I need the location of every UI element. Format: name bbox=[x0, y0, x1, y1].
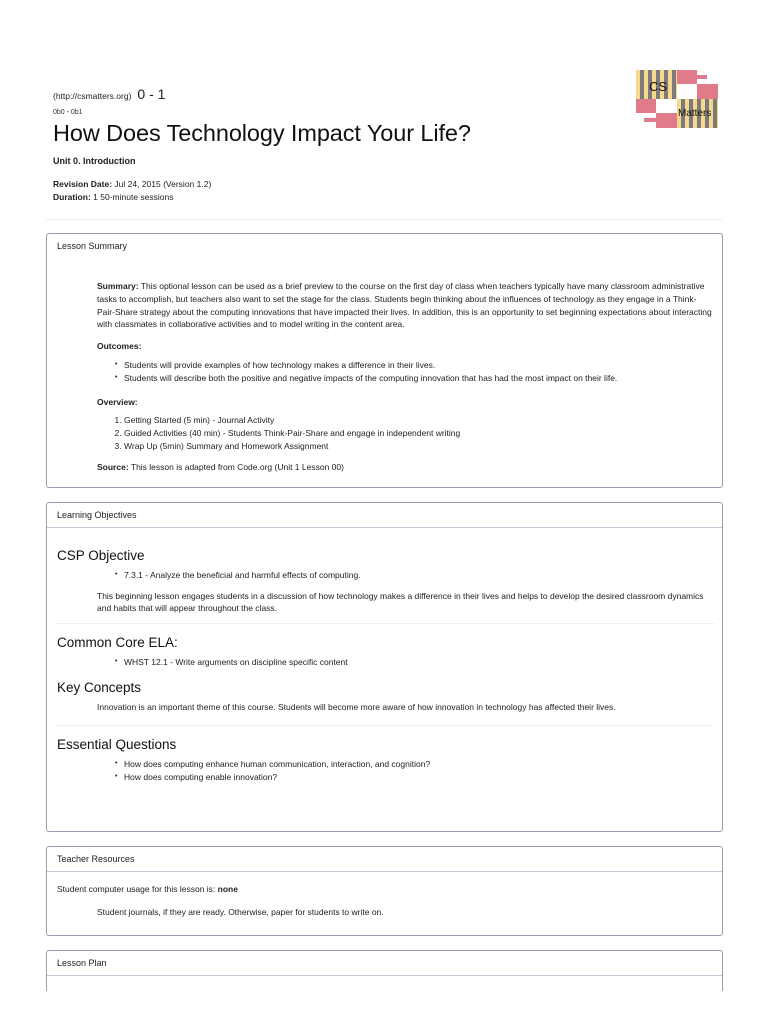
summary-label: Summary: bbox=[97, 281, 139, 291]
materials-text: Student journals, if they are ready. Otherwise, paper for students to write on. bbox=[97, 906, 384, 917]
page-title: How Does Technology Impact Your Life? bbox=[53, 120, 471, 146]
computer-usage-value: none bbox=[217, 884, 238, 894]
list-item: • How does computing enhance human communication, interaction, and cognition? bbox=[124, 758, 712, 771]
learning-objectives-panel bbox=[46, 502, 723, 832]
overview-label: Overview: bbox=[97, 396, 138, 407]
common-core-list bbox=[57, 656, 712, 669]
revision-value: Jul 24, 2015 (Version 1.2) bbox=[114, 179, 212, 189]
site-link[interactable]: (http://csmatters.org) bbox=[53, 91, 132, 101]
list-item: • WHST 12.1 - Write arguments on discipline specific content bbox=[124, 656, 712, 669]
summary-text: This optional lesson can be used as a brief preview to the course on the first day of class when teachers typically have many classroom administrative tasks to accomplish, but teachers also want to set the stage for the class. Students begin thinking about the influences of technology as they engage in a Think-Pair-Share strategy about the computing innovations that have impacted their lives. In addition, this is an opportunity to set beginning expectations about interacting with classmates in collaborative activities and to model writing in the content area. bbox=[97, 281, 712, 330]
learning-objectives-heading: Learning Objectives bbox=[47, 503, 722, 528]
unit-label: Unit 0. Introduction bbox=[53, 156, 136, 166]
url-line bbox=[53, 86, 723, 102]
key-concepts-heading: Key Concepts bbox=[57, 679, 142, 695]
teacher-resources-body bbox=[47, 872, 722, 919]
overview-list bbox=[97, 414, 712, 452]
csp-objective-text: This beginning lesson engages students in a discussion of how technology makes a difference in their lives and helps to develop the desired classroom dynamics and habits that will appear throughout the class. bbox=[97, 590, 704, 614]
essential-questions-heading: Essential Questions bbox=[57, 737, 177, 753]
lesson-plan-heading: Lesson Plan bbox=[47, 951, 722, 976]
duration-label: Duration: bbox=[53, 191, 91, 202]
lesson-summary-heading: Lesson Summary bbox=[57, 241, 128, 251]
revision-label: Revision Date: bbox=[53, 179, 113, 189]
lesson-code: 0b0 - 0b1 bbox=[53, 109, 83, 116]
computer-usage-line bbox=[57, 883, 712, 896]
lesson-header bbox=[53, 86, 723, 203]
computer-usage-text: Student computer usage for this lesson is: bbox=[57, 884, 216, 894]
lesson-meta bbox=[53, 178, 723, 203]
outcomes-list bbox=[97, 359, 712, 385]
logo-text-matters: Matters bbox=[678, 108, 712, 119]
summary-paragraph bbox=[97, 280, 712, 331]
header-divider bbox=[46, 219, 722, 220]
learning-objectives-body bbox=[47, 528, 722, 784]
cs-matters-logo[interactable] bbox=[636, 70, 718, 128]
teacher-resources-heading: Teacher Resources bbox=[47, 847, 722, 872]
common-core-heading: Common Core ELA: bbox=[57, 635, 178, 651]
list-item: • 7.3.1 - Analyze the beneficial and harmful effects of computing. bbox=[124, 569, 712, 582]
list-item: 1. Getting Started (5 min) - Journal Activity bbox=[124, 414, 712, 427]
lesson-number: 0 - 1 bbox=[137, 86, 166, 102]
logo-text-cs: CS bbox=[649, 79, 668, 94]
key-concepts-text: Innovation is an important theme of this course. Students will become more aware of how innovation in technology has affected their lives. bbox=[97, 701, 616, 712]
list-item: • Students will describe both the positive and negative impacts of the computing innovation that has had the most impact on their life. bbox=[124, 372, 712, 385]
lesson-plan-panel bbox=[46, 950, 723, 991]
teacher-resources-panel bbox=[46, 846, 723, 936]
list-item: 2. Guided Activities (40 min) - Students Think-Pair-Share and engage in independent writing bbox=[124, 427, 712, 440]
lesson-summary-body bbox=[47, 258, 722, 474]
essential-questions-list bbox=[57, 758, 712, 784]
list-item: 3. Wrap Up (5min) Summary and Homework Assignment bbox=[124, 440, 712, 453]
list-item: • Students will provide examples of how technology makes a difference in their lives. bbox=[124, 359, 712, 372]
csp-objective-heading: CSP Objective bbox=[57, 548, 145, 563]
source-label: Source: bbox=[97, 461, 129, 472]
duration-value: 1 50-minute sessions bbox=[93, 191, 174, 202]
list-item: • How does computing enable innovation? bbox=[124, 771, 712, 784]
lesson-summary-panel bbox=[46, 233, 723, 488]
csp-objective-list bbox=[57, 569, 712, 582]
source-paragraph bbox=[97, 461, 712, 474]
outcomes-label: Outcomes: bbox=[97, 341, 142, 352]
source-text: This lesson is adapted from Code.org (Unit 1 Lesson 00) bbox=[130, 461, 344, 472]
